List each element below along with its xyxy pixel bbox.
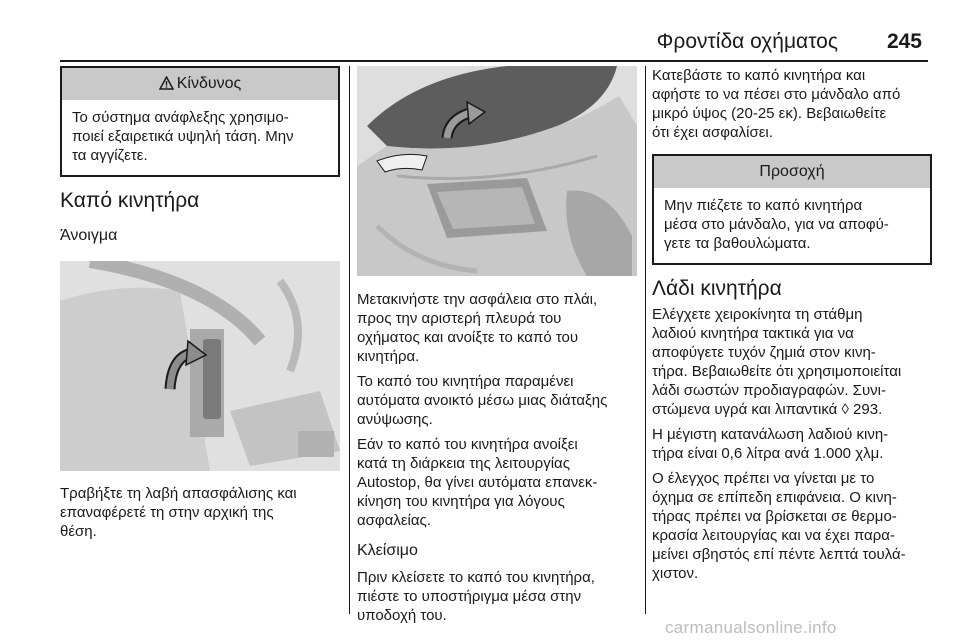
text-line: Η μέγιστη κατανάλωση λαδιού κινη- [652,426,889,443]
text-line: λαδιού κινητήρα τακτικά για να [652,325,854,342]
column-2 [357,66,637,625]
text-line: προς την αριστερή πλευρά του [357,310,562,327]
text-line: υποδοχή του. [357,607,447,624]
watermark-text: carmanualsonline.info [665,618,837,637]
paragraph [357,290,637,366]
paragraph [357,568,637,625]
text-line: πιέστε το υποστήριγμα μέσα στην [357,588,582,605]
text-line: Autostop, θα γίνει αυτόματα επανεκ- [357,474,598,491]
danger-box-text [62,100,338,175]
header-rule [60,60,928,62]
text-line: ανύψωσης. [357,411,433,428]
page-header [60,28,928,58]
paragraph [652,469,932,583]
figure-release-handle [60,261,340,471]
column-divider-right [645,66,646,614]
danger-box-title: Κίνδυνος [176,75,242,92]
subheading-opening: Άνοιγμα [60,227,118,244]
text-line: αυτόματα ανοικτό μέσω μιας διάταξης [357,392,608,409]
text-line: Εάν το καπό του κινητήρα ανοίξει [357,436,578,453]
text-line: Το σύστημα ανάφλεξης χρησιμο- [72,109,289,126]
text-line: χιστον. [652,565,699,582]
text-line: κίνηση του κινητήρα για λόγους [357,493,565,510]
text-line: Το καπό του κινητήρα παραμένει [357,373,574,390]
danger-box-header [62,68,338,100]
text-line: ασφαλείας. [357,512,431,529]
text-line: τήρας πρέπει να βρίσκεται σε θερμο- [652,508,897,525]
column-divider-left [349,66,350,614]
text-line: μέσα στο μάνδαλο, για να αποφύ- [664,216,889,233]
paragraph [652,66,932,142]
paragraph [357,372,637,429]
text-line: κρασία λειτουργίας και να έχει παρα- [652,527,895,544]
heading-bonnet: Καπό κινητήρα [60,189,200,212]
text-line: Ο έλεγχος πρέπει να γίνεται με το [652,470,875,487]
text-line: αφήστε το να πέσει στο μάνδαλο από [652,86,901,103]
figure-bonnet-open [357,66,637,276]
text-line: επαναφέρετέ τη στην αρχική της [60,504,274,521]
caution-box-title: Προσοχή [654,156,930,188]
text-line: Πριν κλείσετε το καπό του κινητήρα, [357,569,595,586]
text-line: Μετακινήστε την ασφάλεια στο πλάι, [357,291,598,308]
paragraph [652,305,932,419]
paragraph [652,425,932,463]
heading-engine-oil: Λάδι κινητήρα [652,277,782,300]
release-handle-illustration [60,261,340,471]
text-line: όχημα σε επίπεδη επιφάνεια. Ο κινη- [652,489,897,506]
danger-box [60,66,340,177]
caution-box [652,154,932,265]
section-title: Φροντίδα οχήματος [656,30,838,53]
subheading-closing: Κλείσιμο [357,542,418,559]
text-line: λάδι σωστών προδιαγραφών. Συνι- [652,382,886,399]
text-line: αποφύγετε τυχόν ζημιά στον κινη- [652,344,876,361]
text-line: κατά τη διάρκεια της λειτουργίας [357,455,570,472]
text-line: Ελέγχετε χειροκίνητα τη στάθμη [652,306,863,323]
text-line: τήρα είναι 0,6 λίτρα ανά 1.000 χλμ. [652,445,884,462]
caution-box-text [654,188,930,263]
page-number: 245 [886,30,922,53]
text-line: ότι έχει ασφαλίσει. [652,124,773,141]
text-line: μικρό ύψος (20-25 εκ). Βεβαιωθείτε [652,105,887,122]
text-line: θέση. [60,523,97,540]
column-3 [652,66,932,583]
text-line: γετε τα βαθουλώματα. [664,235,811,252]
bonnet-illustration [357,66,637,276]
paragraph [357,435,637,530]
warning-triangle-icon [159,70,174,102]
text-line: ποιεί εξαιρετικά υψηλή τάση. Μην [72,128,294,145]
text-line: οχήματος και ανοίξτε το καπό του [357,329,579,346]
text-line: μείνει σβηστός επί πέντε λεπτά τουλά- [652,546,906,563]
text-line: Μην πιέζετε το καπό κινητήρα [664,197,863,214]
text-line: κινητήρα. [357,348,420,365]
figure-caption [60,484,340,541]
column-1 [60,66,340,541]
text-line: τα αγγίζετε. [72,147,148,164]
text-line: Τραβήξτε τη λαβή απασφάλισης και [60,485,297,502]
text-line: στώμενα υγρά και λιπαντικά ◊ 293. [652,401,883,418]
text-line: Κατεβάστε το καπό κινητήρα και [652,67,866,84]
text-line: τήρα. Βεβαιωθείτε ότι χρησιμοποιείται [652,363,902,380]
